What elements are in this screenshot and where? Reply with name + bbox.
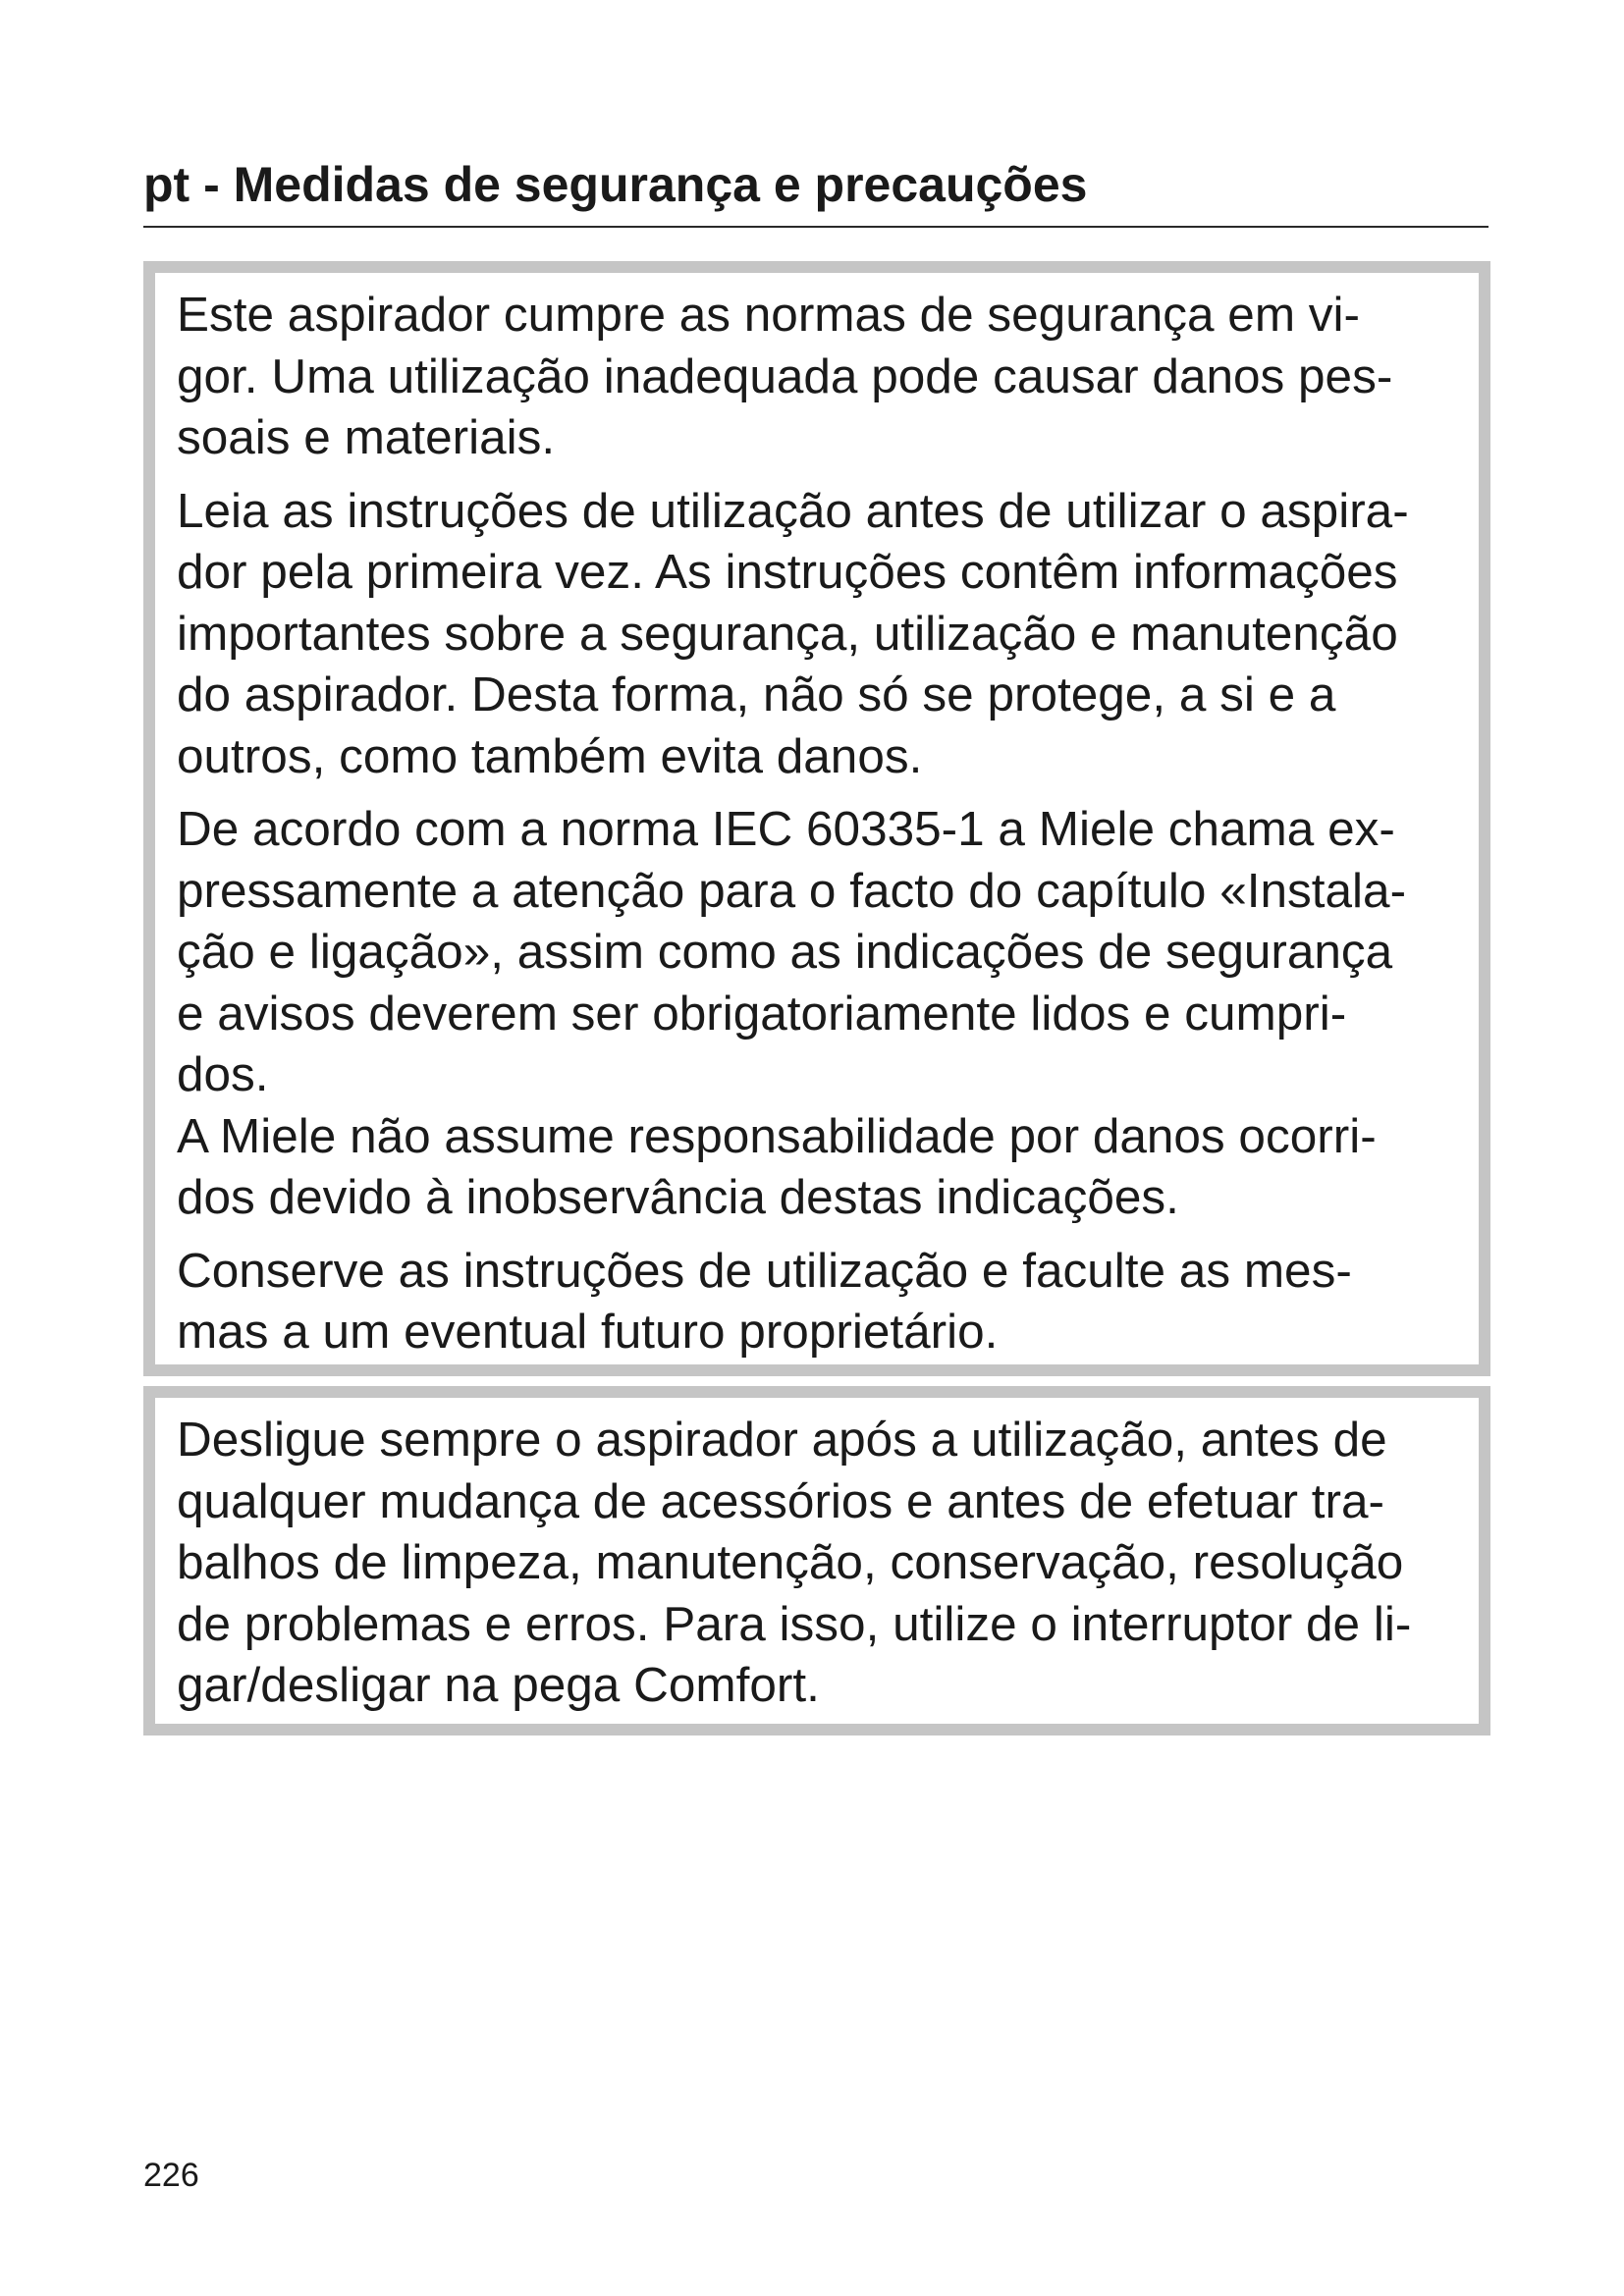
text-line: gor. Uma utilização inadequada pode causar danos pes- [177, 348, 1393, 403]
switch-off-notice-box [143, 1386, 1490, 1735]
text-line: de problemas e erros. Para isso, utilize o interruptor de li- [177, 1596, 1412, 1651]
safety-notice-box [143, 261, 1490, 1376]
iec-norm-paragraph [177, 799, 1465, 1229]
text-line: Conserve as instruções de utilização e faculte as mes- [177, 1243, 1352, 1298]
text-line: pressamente a atenção para o facto do capítulo «Instala- [177, 863, 1407, 918]
text-line: Este aspirador cumpre as normas de segurança em vi- [177, 288, 1361, 342]
text-line: dos. [177, 1047, 269, 1101]
text-line: Leia as instruções de utilização antes de utilizar o aspira- [177, 483, 1409, 538]
read-instructions-paragraph [177, 481, 1465, 788]
text-line: balhos de limpeza, manutenção, conservação, resolução [177, 1535, 1404, 1589]
text-line: e avisos deverem ser obrigatoriamente lidos e cumpri- [177, 986, 1347, 1041]
switch-off-paragraph [177, 1410, 1465, 1717]
text-line: soais e materiais. [177, 410, 556, 464]
text-line: importantes sobre a segurança, utilização e manutenção [177, 606, 1398, 661]
text-line: dor pela primeira vez. As instruções contêm informações [177, 545, 1398, 599]
text-line: gar/desligar na pega Comfort. [177, 1658, 820, 1712]
text-line: do aspirador. Desta forma, não só se protege, a si e a [177, 667, 1336, 721]
page-header [143, 155, 1489, 228]
keep-instructions-paragraph [177, 1241, 1465, 1363]
text-line: dos devido à inobservância destas indicações. [177, 1170, 1179, 1224]
text-line: A Miele não assume responsabilidade por danos ocorri- [177, 1108, 1377, 1163]
text-line: qualquer mudança de acessórios e antes de efetuar tra- [177, 1473, 1385, 1528]
page-title: pt - Medidas de segurança e precauções [143, 157, 1088, 212]
text-line: Desligue sempre o aspirador após a utilização, antes de [177, 1413, 1387, 1467]
page-number: 226 [143, 2157, 199, 2194]
text-line: outros, como também evita danos. [177, 728, 923, 783]
text-line: mas a um eventual futuro proprietário. [177, 1305, 999, 1359]
intro-paragraph [177, 285, 1465, 469]
text-line: De acordo com a norma IEC 60335-1 a Miele chama ex- [177, 802, 1395, 856]
text-line: ção e ligação», assim como as indicações de segurança [177, 925, 1393, 979]
